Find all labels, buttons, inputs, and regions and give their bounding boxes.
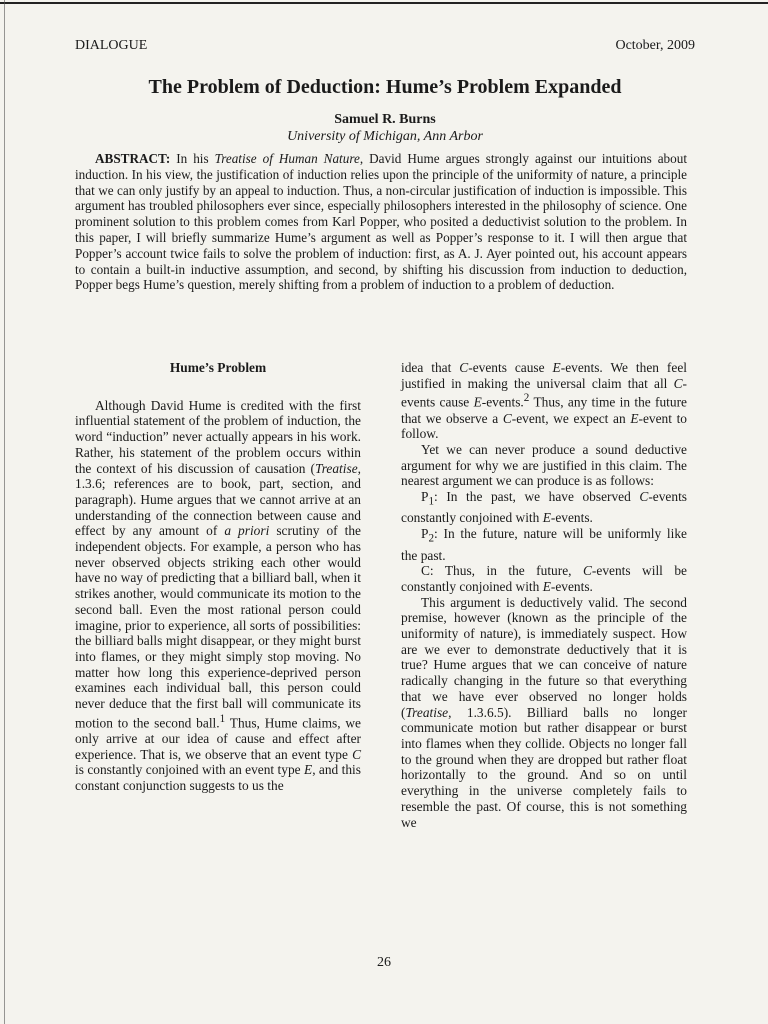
footnote-mark: 1 <box>219 712 226 725</box>
text: -events. <box>550 510 593 526</box>
binding-edge <box>4 0 5 1024</box>
paragraph <box>401 595 687 831</box>
top-rule <box>0 2 768 4</box>
variable: E <box>473 394 482 410</box>
issue-date: October, 2009 <box>615 38 695 53</box>
text: C: Thus, in the future, <box>421 563 583 579</box>
paragraph <box>75 398 361 794</box>
abstract-label: ABSTRACT: <box>95 151 171 166</box>
premise-2 <box>401 526 687 563</box>
section-heading: Hume’s Problem <box>169 360 267 375</box>
conclusion <box>401 563 687 594</box>
page-number: 26 <box>377 955 391 970</box>
author-affiliation: University of Michigan, Ann Arbor <box>287 129 483 144</box>
author-name: Samuel R. Burns <box>334 112 436 127</box>
text: -events. We then feel justified in making the universal claim that all <box>401 360 687 391</box>
text: -events cause <box>401 375 687 410</box>
premise-letter: P <box>421 526 429 542</box>
variable: E <box>630 410 639 426</box>
premise-index: 1 <box>428 495 435 508</box>
footnote-mark: 2 <box>523 392 530 405</box>
variable: E <box>304 762 313 778</box>
variable: C <box>673 375 683 391</box>
text: , and this constant conjunction suggests to us the <box>75 762 361 794</box>
variable: C <box>639 489 649 505</box>
variable: C <box>582 563 592 579</box>
journal-name: DIALOGUE <box>75 38 148 53</box>
text: -events. <box>481 394 524 410</box>
abstract-book-title: Treatise of Human Nature <box>214 151 360 166</box>
text: : In the future, nature will be uniformly like the past. <box>401 526 687 563</box>
text: , 1.3.6.5). Billiard balls no longer communicate motion but rather disappear or burst into flames when they collide. Objects no longer fall to the ground when they are dropped but rather float horizontally to the ground. And so on until everything in the universe completely fails to resemble the past. Of course, this is not something we <box>401 704 687 830</box>
variable: C <box>502 410 512 426</box>
text: -events constantly conjoined with <box>401 489 687 526</box>
book-title: Treatise <box>405 704 449 720</box>
text: idea that <box>401 360 460 375</box>
premise-letter: P <box>421 489 429 505</box>
abstract-text: In his <box>170 151 215 166</box>
premise-index: 2 <box>428 532 435 545</box>
variable: E <box>542 510 551 526</box>
paper-title: The Problem of Deduction: Hume’s Problem Expanded <box>148 76 622 98</box>
premise-1 <box>401 489 687 526</box>
variable: C <box>459 360 469 375</box>
text: -events. <box>550 578 593 594</box>
text: scrutiny of the independent objects. For example, a person who has never observed objects striking each other would have no way of predicting that a billiard ball, when it strikes another, would communicate its motion to the second ball. Even the most rational person could imagine, prior to experience, all sorts of possibilities: the billiard balls might disappear, or they might burst into flames, or they might simply stop moving. No matter how long this experience-deprived person examines each individual ball, this person could never deduce that the first ball will communicate its motion to the second ball. <box>75 523 362 731</box>
book-title: Treatise <box>314 460 358 476</box>
text: -event, we expect an <box>511 410 631 426</box>
variable: E <box>552 360 561 375</box>
text: is constantly conjoined with an event type <box>75 762 304 778</box>
paragraph: Yet we can never produce a sound deductive argument for why we are justified in this claim. The nearest argument we can produce is as follows: <box>401 441 687 489</box>
text: Thus, Hume claims, we only arrive at our idea of cause and effect after experience. That is, we observe that an event type <box>75 715 361 762</box>
paragraph <box>401 360 687 442</box>
text: Thus, any time in the future that we observe a <box>401 394 687 426</box>
text: -event to follow. <box>401 410 688 442</box>
variable: C <box>352 746 361 762</box>
text: , 1.3.6; references are to book, part, section, and paragraph). Hume argues that we cannot arrive at an understanding of the connection between cause and effect by any amount of <box>75 460 361 539</box>
abstract-text: , David Hume argues strongly against our intuitions about induction. In his view, the justification of induction relies upon the principle of the uniformity of nature, a principle that we can only justify by an appeal to induction. Thus, a non-circular justification of induction is impossible. This argument has troubled philosophers ever since, especially philosophers interested in the philosophy of science. One prominent solution to this problem comes from Karl Popper, who posited a deductivist solution to the problem. In this paper, I will briefly summarize Hume’s argument as well as Popper’s response to it. I will then argue that Popper’s account twice fails to solve the problem of induction: first, as A. J. Ayer pointed out, his account appears to contain a built-in inductive assumption, and second, by shifting his discussion from induction to deduction, Popper begs Hume’s question, merely shifting from a problem of induction to a problem of deduction. <box>75 151 688 293</box>
left-column <box>75 360 361 794</box>
text: : In the past, we have observed <box>434 489 640 505</box>
right-column <box>401 360 687 830</box>
text: Although David Hume is credited with the first influential statement of the problem of induction, the word “induction” never actually appears in his work. Rather, his statement of the problem occurs within the context of his discussion of causation ( <box>75 397 361 476</box>
text: -events cause <box>468 360 553 375</box>
text: This argument is deductively valid. The second premise, however (known as the principle of the uniformity of nature), is immediately suspect. How are we ever to demonstrate deductively that it is true? Hume argues that we can conceive of nature radically changing in the future so that everything that we have ever observed no longer holds ( <box>401 594 687 720</box>
text: -events will be constantly conjoined with <box>401 563 687 594</box>
variable: E <box>542 578 551 594</box>
latin-term: a priori <box>224 523 270 539</box>
abstract <box>75 151 687 293</box>
